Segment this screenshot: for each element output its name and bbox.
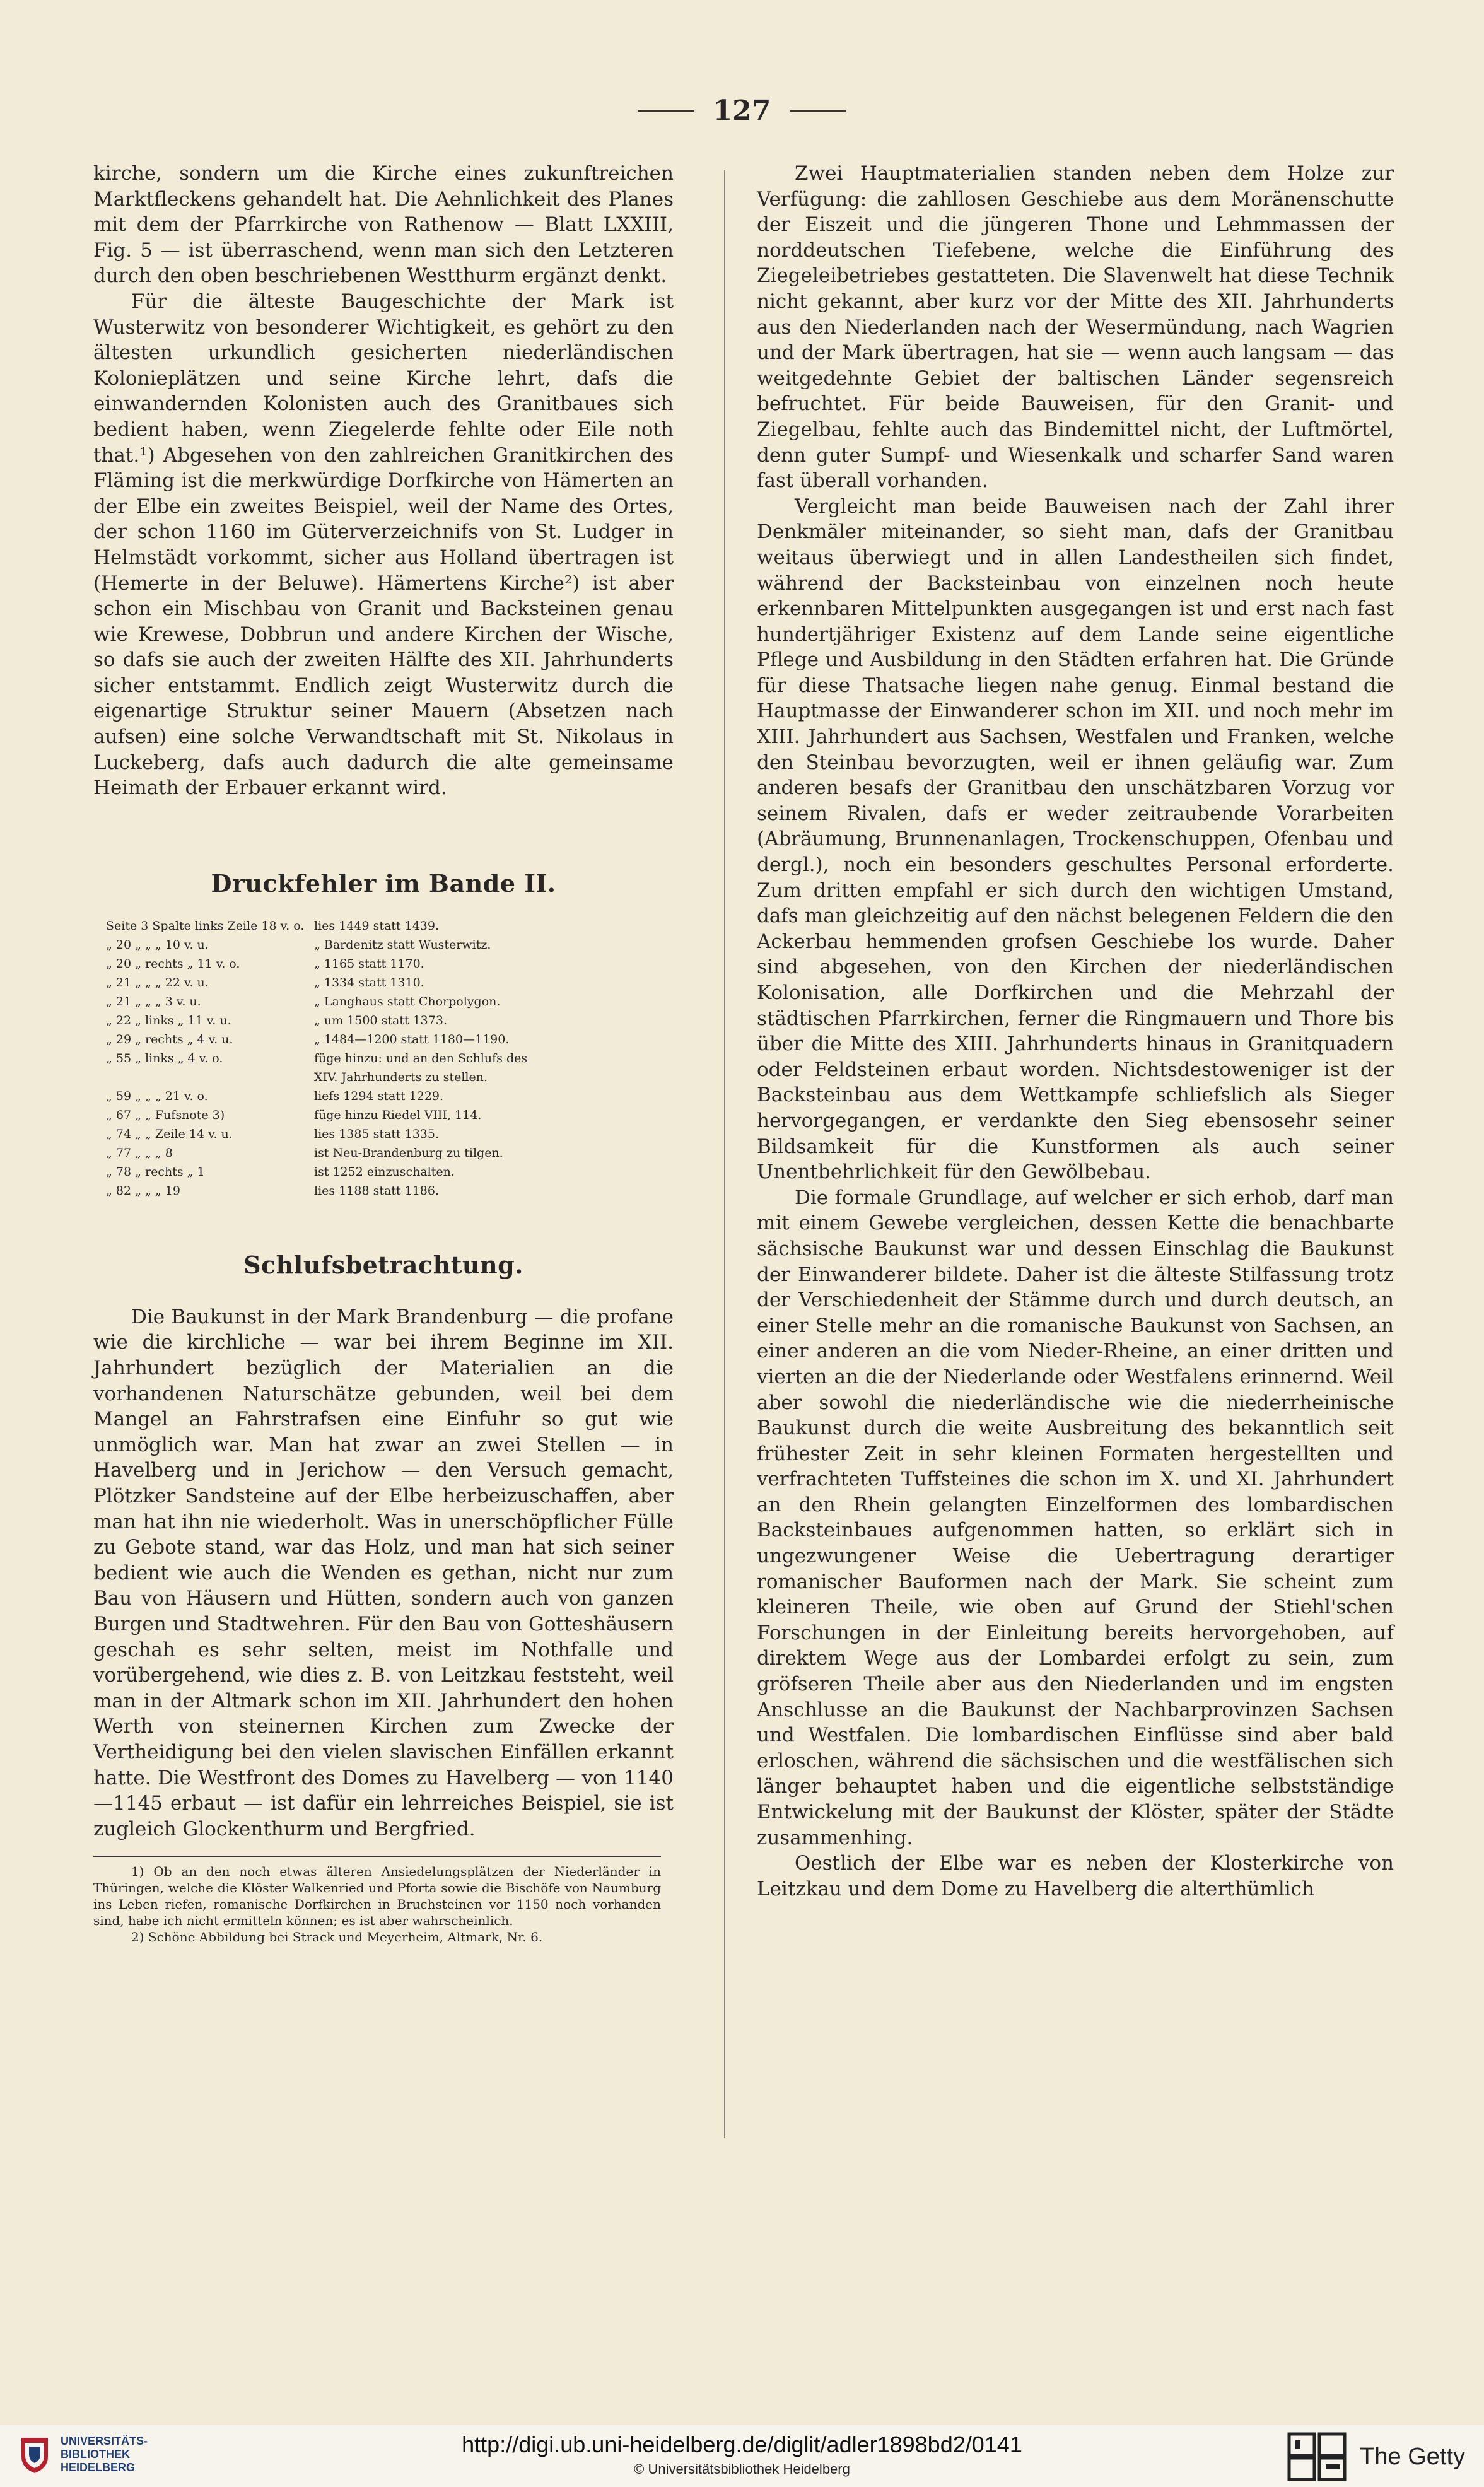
library-name-line-2: BIBLIOTHEK [61,2448,130,2461]
right-paragraph-2: Vergleicht man beide Bauweisen nach der Zahl ihrer Denkmäler miteinander, so sieht man, dafs der Granitbau weitaus überwiegt und in allen Landestheilen sich findet, während der Backsteinbau von einzelnen noch heute erkennbaren Mittelpunkten ausgegangen ist und erst nach fast hundertjähriger Existenz auf dem Lande seine eigentliche Pflege und Ausbildung in den Städten erfahren hat. Die Gründe für diese Thatsache liegen nahe genug. Einmal bestand die Hauptmasse der Einwanderer schon im XII. und noch mehr im XIII. Jahrhundert aus Sachsen, Westfalen und Franken, welche den Steinbau bevorzugten, weil er ihnen geläufig war. Zum anderen besafs der Granitbau den unschätzbaren Vorzug vor seinem Rivalen, dafs er weder zeitraubende Vorarbeiten (Abräumung, Brunnenanlagen, Trockenschuppen, Ofenbau und dergl.), noch ein besonders geschultes Personal erforderte. Zum dritten empfahl er sich durch den wichtigen Umstand, dafs man gleichzeitig auf den nächst belegenen Feldern die den Ackerbau hemmenden grofsen Geschiebe los wurde. Daher sind abgesehen, von den Kirchen der niederländischen Kolonisation, alle Dorfkirchen und die Mehrzahl der städtischen Pfarrkirchen, ferner die Ringmauern und Thore bis über die Mitte des XIII. Jahrhunderts hinaus in Granitquadern oder Feldsteinen erbaut worden. Nichtsdestoweniger ist der Backsteinbau aus dem Wettkampfe schliefslich als Sieger hervorgegangen, er verdankte den Sieg ebensosehr seiner Bildsamkeit für die Kunstformen als auch seiner Unentbehrlichkeit für den Gewölbebau. [757,494,1394,1184]
errata-location: „ 22 „ links „ 11 v. u. [106,1013,231,1027]
errata-row [106,1049,661,1068]
errata-row [106,973,661,992]
errata-location: „ 82 „ „ „ 19 [106,1183,180,1198]
errata-location: „ 20 „ rechts „ 11 v. o. [106,956,240,971]
errata-location: „ 21 „ „ „ 22 v. u. [106,975,209,990]
errata-location [106,1068,314,1087]
errata-correction: füge hinzu: und an den Schlufs des [314,1051,528,1065]
errata-row [106,1144,661,1162]
errata-location: „ 78 „ rechts „ 1 [106,1164,205,1179]
left-column [93,161,674,1945]
errata-row [106,1106,661,1125]
header-rule-right [790,110,846,112]
errata-location: „ 21 „ „ „ 3 v. u. [106,994,201,1009]
left-paragraph-3: Die Baukunst in der Mark Brandenburg — die profane wie die kirchliche — war bei ihrem Beginne im XII. Jahrhundert bezüglich der Materialien an die vorhandenen Naturschätze gebunden, weil bei dem Mangel an Fahrstrafsen eine Einfuhr so gut wie unmöglich war. Man hat zwar an zwei Stellen — in Havelberg und in Jerichow — den Versuch gemacht, Plötzker Sandsteine auf der Elbe herbeizuschaffen, aber man hat ihn nie wiederholt. Was in unerschöpflicher Fülle zu Gebote stand, war das Holz, und man hat sich seiner bedient wie auch die Wenden es gethan, nicht nur zum Bau von Häusern und Hütten, sondern auch von ganzen Burgen und Stadtwehren. Für den Bau von Gotteshäusern geschah es sehr selten, meist im Nothfalle und vorübergehend, wie dies z. B. von Leitzkau feststeht, weil man in der Altmark schon im XII. Jahrhundert den hohen Werth von steinernen Kirchen zum Zwecke der Vertheidigung bei den vielen slavischen Einfällen erkannt hatte. Die Westfront des Domes zu Havelberg — von 1140—1145 erbaut — ist dafür ein lehrreiches Beispiel, sie ist zugleich Glockenthurm und Bergfried. [93,1305,674,1840]
section-heading: Schlufsbetrachtung. [243,1250,523,1279]
errata-list [106,916,661,1200]
errata-correction: „ um 1500 statt 1373. [314,1013,447,1027]
errata-row [106,935,661,954]
right-paragraph-1: Zwei Hauptmaterialien standen neben dem Holze zur Verfügung: die zahllosen Geschiebe aus dem Moränenschutte der Eiszeit und die jüngeren Thone und Lehmmassen der norddeutschen Tiefebene, welche die Einführung des Ziegeleibetriebes gestatteten. Die Slavenwelt hat diese Technik nicht gekannt, aber kurz vor der Mitte des XII. Jahrhunderts aus den Niederlanden nach der Wesermündung, nach Wagrien und der Mark übertragen, hat sie — wenn auch langsam — das weitgedehnte Gebiet der baltischen Länder segensreich befruchtet. Für beide Bauweisen, für den Granit- und Ziegelbau, fehlte auch das Bindemittel nicht, der Luftmörtel, denn guter Sumpf- und Wiesenkalk und scharfer Sand waren fast überall vorhanden. [757,162,1394,493]
header-rule-left [638,110,694,112]
errata-row [106,1125,661,1144]
errata-row [106,916,661,935]
page-number: 127 [713,95,771,127]
errata-row [106,1011,661,1030]
errata-correction: lies 1385 statt 1335. [314,1126,439,1141]
errata-correction: „ Bardenitz statt Wusterwitz. [314,937,491,952]
errata-correction: ist Neu-Brandenburg zu tilgen. [314,1145,503,1160]
errata-location: Seite 3 Spalte links Zeile 18 v. o. [106,918,305,933]
copyright-notice: © Universitätsbibliothek Heidelberg [634,2461,850,2477]
errata-correction: XIV. Jahrhunderts zu stellen. [314,1070,488,1084]
errata-correction: liefs 1294 statt 1229. [314,1089,444,1103]
errata-correction: füge hinzu Riedel VIII, 114. [314,1108,482,1122]
errata-location: „ 67 „ „ Fufsnote 3) [106,1108,225,1122]
errata-correction: ist 1252 einzuschalten. [314,1164,455,1179]
left-paragraph-1: kirche, sondern um die Kirche eines zukunftreichen Marktfleckens gehandelt hat. Die Aehnlichkeit des Planes mit dem der Pfarrkirche von Rathenow — Blatt LXXIII, Fig. 5 — ist überraschend, wenn man sich den Letzteren durch den oben beschriebenen Westthurm ergänzt denkt. [93,162,674,288]
errata-location: „ 77 „ „ „ 8 [106,1145,173,1160]
library-name-line-3: HEIDELBERG [61,2461,136,2474]
footnotes [93,1856,661,1945]
getty-wordmark: The Getty [1360,2443,1465,2470]
errata-location: „ 29 „ rechts „ 4 v. u. [106,1032,233,1046]
errata-location: „ 59 „ „ „ 21 v. o. [106,1089,208,1103]
right-paragraph-3: Die formale Grundlage, auf welcher er sich erhob, darf man mit einem Gewebe vergleichen, dessen Kette die benachbarte sächsische Baukunst war und dessen Einschlag die Baukunst der Einwanderer bildete. Daher ist die älteste Stilfassung trotz der Verschiedenheit der Stämme durch und durch deutsch, an einer Stelle mehr an die romanische Baukunst von Sachsen, an einer anderen an die vom Nieder-Rheine, an einer dritten und vierten an die der Niederlande oder Westfalens erinnernd. Weil aber sowohl die niederländische wie die niederrheinische Baukunst durch die weite Ausbreitung des bekanntlich seit frühester Zeit in sehr kleinen Formaten hergestellten und verfrachteten Tuffsteines die schon im X. und XI. Jahrhundert an den Rhein gelangten Einzelformen des lombardischen Backsteinbaues aufgenommen hatten, so erklärt sich in ungezwungener Weise die Uebertragung derartiger romanischer Bauformen nach der Mark. Sie scheint zum kleineren Theile, wie oben auf Grund der Stiehl'schen Forschungen in der Einleitung bereits hervorgehoben, auf direktem Wege aus der Lombardei erfolgt zu sein, zum gröfseren Theile aber aus den Niederlanden und im engsten Anschlusse an die Baukunst der Nachbarprovinzen Sachsen und Westfalen. Die lombardischen Einflüsse sind aber bald erloschen, während die sächsischen und die westfälischen sich länger behauptet haben und die eigentliche selbstständige Entwickelung mit der Baukunst der Klöster, später der Städte zusammenhing. [757,1186,1394,1849]
left-paragraph-2: Für die älteste Baugeschichte der Mark ist Wusterwitz von besonderer Wichtigkeit, es gehört zu den ältesten urkundlich gesicherten niederländischen Kolonieplätzen und seine Kirche lehrt, dafs die einwandernden Kolonisten auch des Granitbaues sich bedient haben, wenn Ziegelerde fehlte oder Eile noth that.¹) Abgesehen von den zahlreichen Granitkirchen des Fläming ist die merkwürdige Dorfkirche von Hämerten an der Elbe ein zweites Beispiel, weil der Name des Ortes, der schon 1160 im Güterverzeichnifs von St. Ludger in Helmstädt vorkommt, sicher aus Holland übertragen ist (Hemerte in der Beluwe). Hämertens Kirche²) ist aber schon ein Mischbau von Granit und Backsteinen genau wie Krewese, Dobbrun und andere Kirchen der Wische, so dafs sie auch der zweiten Hälfte des XII. Jahrhunderts sicher entstammt. Endlich zeigt Wusterwitz durch die eigenartige Struktur seiner Mauern (Absetzen nach aufsen) eine solche Verwandtschaft mit St. Nikolaus in Luckeberg, dafs auch dadurch die alte gemeinsame Heimath der Erbauer erkannt wird. [93,290,674,800]
errata-correction: „ 1165 statt 1170. [314,956,424,971]
errata-row [106,1068,661,1087]
errata-row [106,1162,661,1181]
errata-correction: „ 1334 statt 1310. [314,975,424,990]
errata-correction: lies 1449 statt 1439. [314,918,439,933]
footnote-2: 2) Schöne Abbildung bei Strack und Meyerheim, Altmark, Nr. 6. [131,1929,543,1945]
right-column [757,161,1394,1902]
errata-location: „ 20 „ „ „ 10 v. u. [106,937,209,952]
errata-row [106,954,661,973]
errata-location: „ 55 „ links „ 4 v. o. [106,1051,223,1065]
footnote-1: 1) Ob an den noch etwas älteren Ansiedelungsplätzen der Niederländer in Thüringen, welche die Klöster Walkenried und Pforta sowie die Bischöfe von Naumburg ins Leben riefen, romanische Dorfkirchen in Bruchsteinen vor 1150 noch vorhanden sind, habe ich nicht ermitteln können; es ist aber wahrscheinlich. [93,1864,661,1929]
errata-heading: Druckfehler im Bande II. [211,869,556,898]
errata-row [106,1030,661,1049]
errata-row [106,992,661,1011]
right-paragraph-4: Oestlich der Elbe war es neben der Klosterkirche von Leitzkau und dem Dome zu Havelberg die alterthümlich [757,1852,1394,1900]
errata-correction: „ Langhaus statt Chorpolygon. [314,994,501,1009]
errata-row [106,1181,661,1200]
column-divider [724,170,725,2138]
getty-research-institute-icon [1287,2431,1347,2482]
errata-location: „ 74 „ „ Zeile 14 v. u. [106,1126,233,1141]
errata-correction: lies 1188 statt 1186. [314,1183,439,1198]
library-name-line-1: UNIVERSITÄTS- [61,2435,148,2447]
permalink-url[interactable]: http://digi.ub.uni-heidelberg.de/diglit/adler1898bd2/0141 [462,2431,1022,2457]
page-header [0,95,1484,127]
errata-row [106,1087,661,1106]
getty-logo[interactable] [1287,2431,1465,2482]
errata-correction: „ 1484—1200 statt 1180—1190. [314,1032,510,1046]
